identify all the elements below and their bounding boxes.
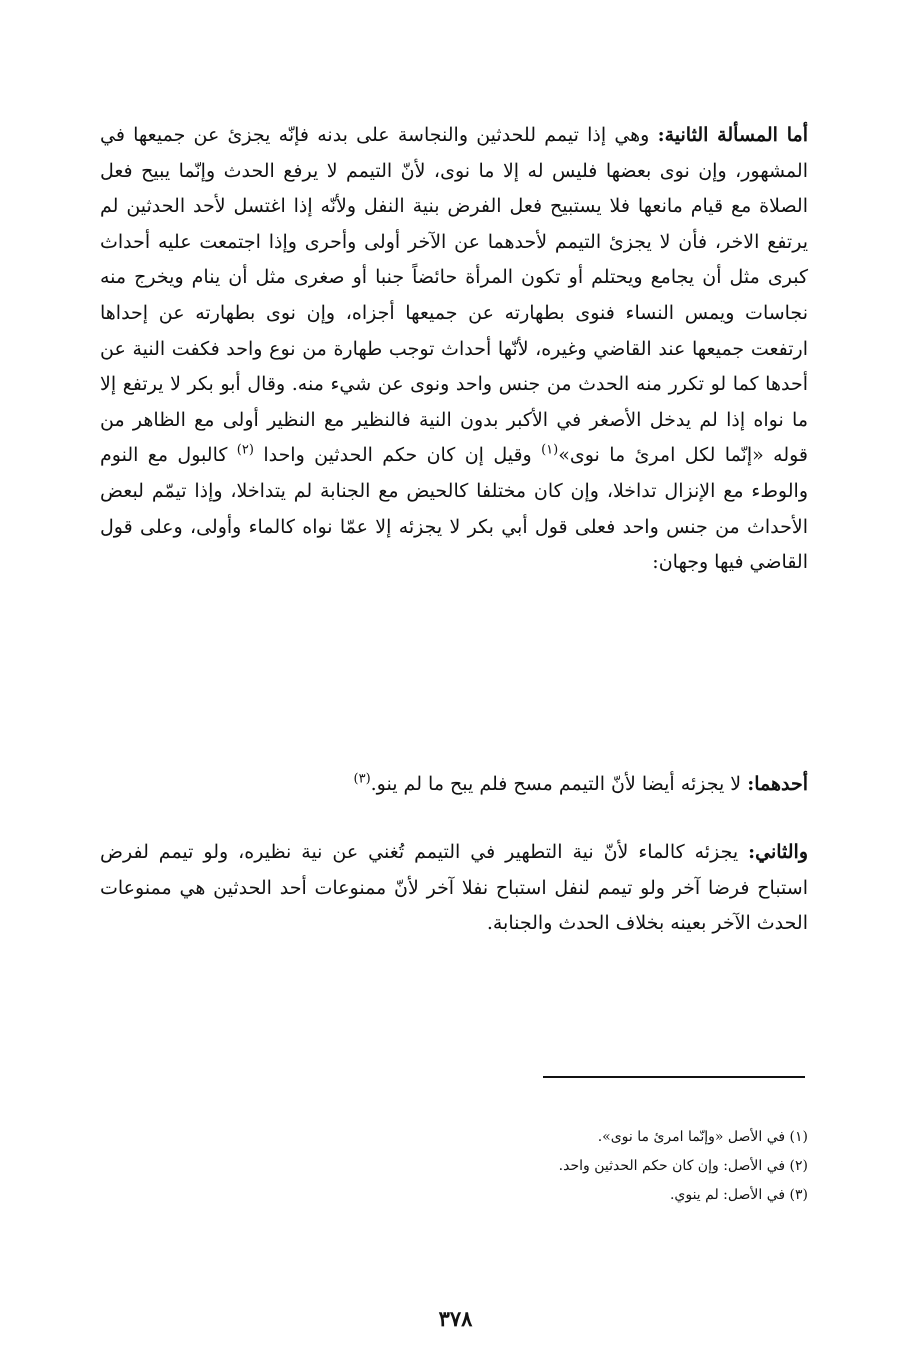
- paragraph-second-issue: [100, 118, 808, 581]
- footnote-2: (٢) في الأصل: وإن كان حكم الحدثين واحد.: [558, 1158, 808, 1174]
- footnote-ref-2: (٢): [236, 443, 254, 459]
- paragraph-second-view: [100, 835, 808, 942]
- footnote-1: (١) في الأصل «وإنّما امرئ ما نوى».: [597, 1129, 808, 1145]
- paragraph-text: لا يجزئه أيضا لأنّ التيمم مسح فلم يبح ما لم ينو.: [370, 773, 748, 795]
- page-number: ٣٧٨: [438, 1306, 473, 1331]
- paragraph-text: وقيل إن كان حكم الحدثين واحدا: [263, 444, 542, 467]
- paragraph-lead: والثاني:: [748, 841, 808, 863]
- paragraph-text: وهي إذا تيمم للحدثين والنجاسة على بدنه فإنّه يجزئ عن جميعها في المشهور، وإن نوى بعضها فليس له إلا ما نوى، لأنّ التيمم لا يرفع الحدث وإنّما يبيح فعل الصلاة مع قيام مانعها فلا يستبيح فعل الفرض بنية النفل ولأنّه إذا اغتسل لأحد الحدثين لم يرتفع الاخر، فأن لا يجزئ التيمم لأحدهما عن الآخر أولى وأحرى وإذا اجتمعت عليه أحداث كبرى مثل أن يجامع ويحتلم أو تكون المرأة حائضاً جنبا أو صغرى مثل أن ينام ويخرج منه نجاسات ويمس النساء فنوى بطهارته عن جميعها أجزاه، وإن نوى بطهارته عن إحداها ارتفعت جميعها عند القاضي وغيره، لأنّها أحداث توجب طهارة من نوع واحد فكفت النية عن أحدها كما لو تكرر منه الحدث من جنس واحد ونوى عن شيء منه. وقال أبو بكر لا يرتفع إلا ما نواه إذا لم يدخل الأصغر في الأكبر بدون النية فالنظير مع النظير أولى مع الظاهر من قوله «إنّما لكل امرئ ما نوى»: [100, 124, 809, 467]
- paragraph-text: كالبول مع النوم والوطء مع الإنزال تداخلا، وإن كان مختلفا كالحيض مع الجنابة لم يتداخلا، وإذا تيمّم لبعض الأحداث من جنس واحد فعلى قول أبي بكر لا يجزئه إلا عمّا نواه كالماء وأولى، وعلى قول القاضي فيها وجهان:: [100, 444, 808, 574]
- paragraph-lead: أما المسألة الثانية:: [657, 124, 808, 146]
- paragraph-text: يجزئه كالماء لأنّ نية التطهير في التيمم تُغني عن نية نظيره، ولو تيمم لفرض استباح فرضا آخر ولو تيمم لنفل استباح نفلا آخر لأنّ ممنوعات أحد الحدثين هي ممنوعات الحدث الآخر بعينه بخلاف الحدث والجنابة.: [100, 841, 808, 935]
- footnote-ref-1: (١): [541, 443, 559, 459]
- footnotes: [300, 1123, 808, 1210]
- paragraph-first-view: [100, 767, 808, 803]
- footnote-3: (٣) في الأصل: لم ينوي.: [669, 1187, 808, 1203]
- paragraph-lead: أحدهما:: [747, 773, 808, 795]
- footnote-divider: [543, 1076, 805, 1078]
- footnote-ref-3: (٣): [353, 771, 371, 787]
